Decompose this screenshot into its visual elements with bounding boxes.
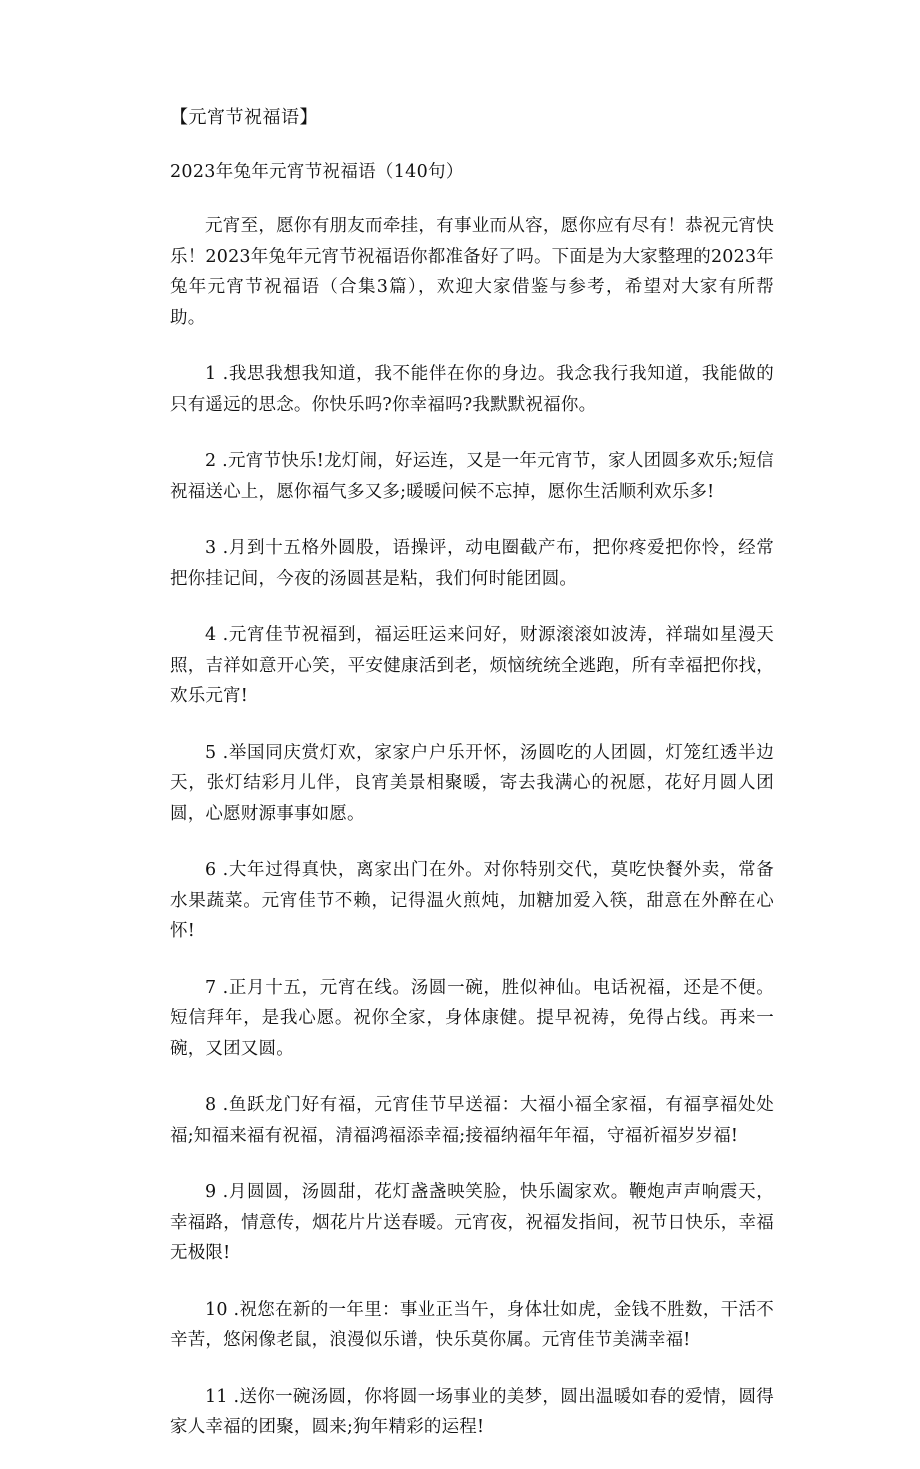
greeting-item-4: 4 .元宵佳节祝福到，福运旺运来问好，财源滚滚如波涛，祥瑞如星漫天照，吉祥如意开心笑，平安健康活到老，烦恼统统全逃跑，所有幸福把你找，欢乐元宵! <box>170 625 774 706</box>
greeting-item-9: 9 .月圆圆，汤圆甜，花灯盏盏映笑脸，快乐阖家欢。鞭炮声声响震天，幸福路，情意传，烟花片片送春暖。元宵夜，祝福发指间，祝节日快乐，幸福无极限! <box>170 1182 774 1263</box>
greeting-item-5: 5 .举国同庆赏灯欢，家家户户乐开怀，汤圆吃的人团圆，灯笼红透半边天，张灯结彩月儿伴，良宵美景相聚暖，寄去我满心的祝愿，花好月圆人团圆，心愿财源事事如愿。 <box>170 742 774 824</box>
greeting-item-6: 6 .大年过得真快，离家出门在外。对你特别交代，莫吃快餐外卖，常备水果蔬菜。元宵佳节不赖，记得温火煎炖，加糖加爱入筷，甜意在外醉在心怀! <box>170 860 774 941</box>
greeting-item-1: 1 .我思我想我知道，我不能伴在你的身边。我念我行我知道，我能做的只有遥远的思念。你快乐吗?你幸福吗?我默默祝福你。 <box>170 364 774 415</box>
greeting-item-3: 3 .月到十五格外圆股，语操评，动电圈截产布，把你疼爱把你怜，经常把你挂记间，今夜的汤圆甚是粘，我们何时能团圆。 <box>170 538 774 589</box>
greeting-item-10: 10 .祝您在新的一年里：事业正当午，身体壮如虎，金钱不胜数，干活不辛苦，悠闲像老鼠，浪漫似乐谱，快乐莫你属。元宵佳节美满幸福! <box>170 1299 774 1350</box>
greeting-item-8: 8 .鱼跃龙门好有福，元宵佳节早送福：大福小福全家福，有福享福处处福;知福来福有祝福，清福鸿福添幸福;接福纳福年年福，守福祈福岁岁福! <box>170 1095 774 1146</box>
greeting-item-2: 2 .元宵节快乐!龙灯闹，好运连，又是一年元宵节，家人团圆多欢乐;短信祝福送心上，愿你福气多又多;暖暖问候不忘掉，愿你生活顺利欢乐多! <box>170 451 774 502</box>
greeting-item-11: 11 .送你一碗汤圆，你将圆一场事业的美梦，圆出温暖如春的爱情，圆得家人幸福的团聚，圆来;狗年精彩的运程! <box>170 1386 774 1437</box>
intro-paragraph: 元宵至，愿你有朋友而牵挂，有事业而从容，愿你应有尽有！恭祝元宵快乐！2023年兔年元宵节祝福语你都准备好了吗。下面是为大家整理的2023年兔年元宵节祝福语（合集3篇），欢迎大家借鉴与参考，希望对大家有所帮助。 <box>170 216 774 328</box>
document-heading: 【元宵节祝福语】 <box>170 107 318 128</box>
greeting-item-7: 7 .正月十五，元宵在线。汤圆一碗，胜似神仙。电话祝福，还是不便。短信拜年，是我心愿。祝你全家，身体康健。提早祝祷，免得占线。再来一碗，又团又圆。 <box>170 977 774 1059</box>
document-body <box>170 103 774 1469</box>
document-subtitle: 2023年兔年元宵节祝福语（140句） <box>170 162 464 182</box>
